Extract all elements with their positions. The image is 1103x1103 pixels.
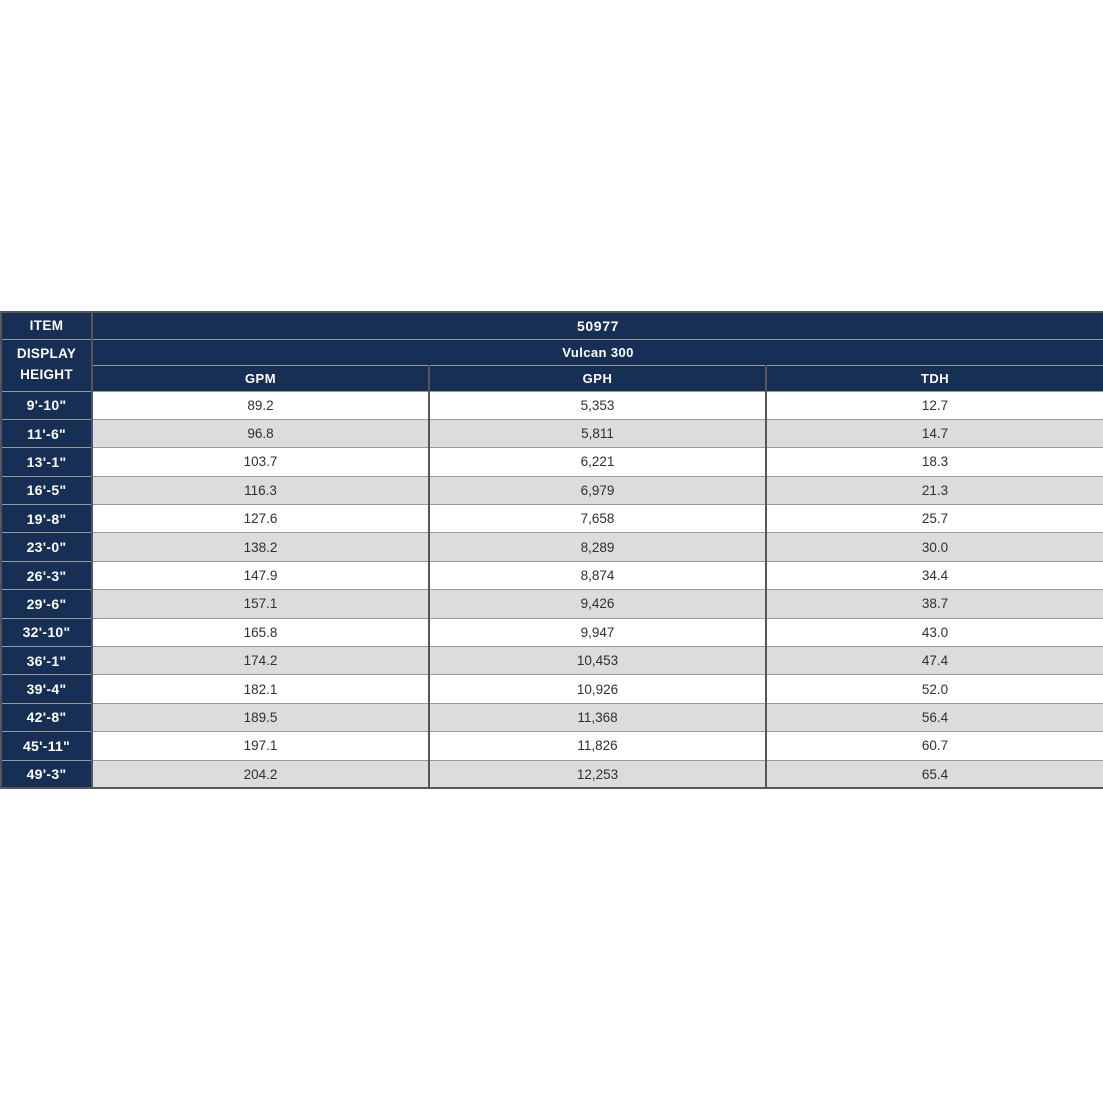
cell-gph: 11,826 [429, 732, 766, 760]
cell-gph: 10,453 [429, 647, 766, 675]
row-display-height-label: 16'-5" [1, 476, 92, 504]
column-header-tdh: TDH [766, 365, 1103, 391]
cell-gpm: 96.8 [92, 419, 429, 447]
row-display-height-label: 29'-6" [1, 590, 92, 618]
cell-tdh: 21.3 [766, 476, 1103, 504]
cell-tdh: 18.3 [766, 448, 1103, 476]
item-label: ITEM [1, 312, 92, 339]
row-display-height-label: 13'-1" [1, 448, 92, 476]
table-row [1, 732, 1103, 760]
cell-tdh: 43.0 [766, 618, 1103, 646]
cell-tdh: 47.4 [766, 647, 1103, 675]
cell-gpm: 204.2 [92, 760, 429, 788]
model-row [1, 339, 1103, 365]
row-display-height-label: 26'-3" [1, 561, 92, 589]
table-row [1, 448, 1103, 476]
table-row [1, 476, 1103, 504]
table-row [1, 590, 1103, 618]
table-row [1, 419, 1103, 447]
row-display-height-label: 11'-6" [1, 419, 92, 447]
cell-gpm: 127.6 [92, 505, 429, 533]
cell-gph: 9,947 [429, 618, 766, 646]
cell-gph: 11,368 [429, 703, 766, 731]
row-display-height-label: 19'-8" [1, 505, 92, 533]
cell-gph: 6,979 [429, 476, 766, 504]
item-row [1, 312, 1103, 339]
row-display-height-label: 32'-10" [1, 618, 92, 646]
cell-gpm: 165.8 [92, 618, 429, 646]
cell-tdh: 25.7 [766, 505, 1103, 533]
cell-gpm: 174.2 [92, 647, 429, 675]
cell-gpm: 189.5 [92, 703, 429, 731]
cell-gpm: 147.9 [92, 561, 429, 589]
cell-gph: 7,658 [429, 505, 766, 533]
cell-gph: 5,811 [429, 419, 766, 447]
table-row [1, 533, 1103, 561]
cell-gph: 8,289 [429, 533, 766, 561]
cell-gpm: 116.3 [92, 476, 429, 504]
cell-gph: 12,253 [429, 760, 766, 788]
table-row [1, 505, 1103, 533]
cell-gpm: 89.2 [92, 391, 429, 419]
table-row [1, 647, 1103, 675]
table-row [1, 561, 1103, 589]
cell-tdh: 12.7 [766, 391, 1103, 419]
cell-tdh: 56.4 [766, 703, 1103, 731]
table-row [1, 618, 1103, 646]
cell-tdh: 14.7 [766, 419, 1103, 447]
item-number: 50977 [92, 312, 1103, 339]
row-display-height-label: 36'-1" [1, 647, 92, 675]
cell-gph: 9,426 [429, 590, 766, 618]
cell-gpm: 157.1 [92, 590, 429, 618]
row-display-height-label: 45'-11" [1, 732, 92, 760]
display-height-label: DISPLAY HEIGHT [1, 339, 92, 391]
spec-table [0, 311, 1103, 789]
row-display-height-label: 9'-10" [1, 391, 92, 419]
cell-gpm: 103.7 [92, 448, 429, 476]
cell-tdh: 60.7 [766, 732, 1103, 760]
table-body [1, 391, 1103, 788]
cell-gpm: 138.2 [92, 533, 429, 561]
cell-gpm: 182.1 [92, 675, 429, 703]
row-display-height-label: 42'-8" [1, 703, 92, 731]
cell-tdh: 38.7 [766, 590, 1103, 618]
cell-tdh: 52.0 [766, 675, 1103, 703]
cell-tdh: 34.4 [766, 561, 1103, 589]
row-display-height-label: 39'-4" [1, 675, 92, 703]
cell-gph: 5,353 [429, 391, 766, 419]
cell-gph: 8,874 [429, 561, 766, 589]
table-row [1, 760, 1103, 788]
row-display-height-label: 49'-3" [1, 760, 92, 788]
cell-gpm: 197.1 [92, 732, 429, 760]
cell-gph: 6,221 [429, 448, 766, 476]
table-row [1, 703, 1103, 731]
table-row [1, 391, 1103, 419]
cell-gph: 10,926 [429, 675, 766, 703]
table-row [1, 675, 1103, 703]
cell-tdh: 30.0 [766, 533, 1103, 561]
column-header-row [1, 365, 1103, 391]
column-header-gpm: GPM [92, 365, 429, 391]
row-display-height-label: 23'-0" [1, 533, 92, 561]
cell-tdh: 65.4 [766, 760, 1103, 788]
column-header-gph: GPH [429, 365, 766, 391]
model-name: Vulcan 300 [92, 339, 1103, 365]
